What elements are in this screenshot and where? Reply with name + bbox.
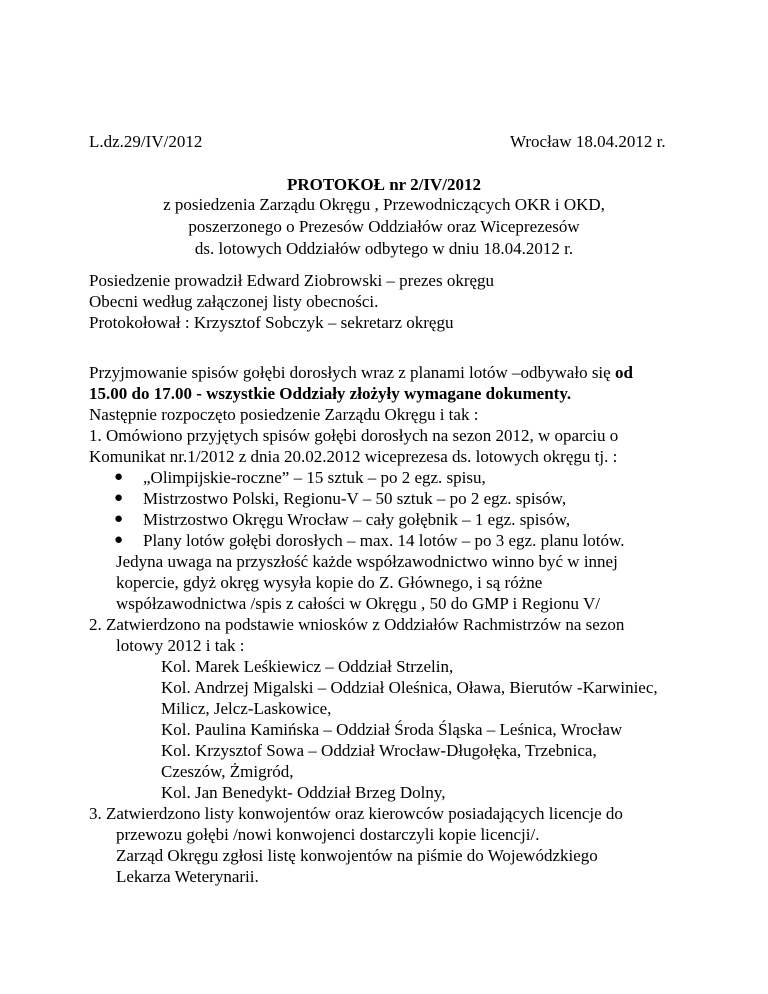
bullet-dot-icon: ● xyxy=(114,469,124,485)
subtitle-line-3: ds. lotowych Oddziałów odbytego w dniu 18.04.2012 r. xyxy=(194,239,574,258)
person-line-4: Kol. Paulina Kamińska – Oddział Środa Śląska – Leśnica, Wrocław xyxy=(161,720,623,739)
item-2-line-2: lotowy 2012 i tak : xyxy=(116,636,245,655)
item-1-line-2: Komunikat nr.1/2012 z dnia 20.02.2012 wiceprezesa ds. lotowych okręgu tj. : xyxy=(89,447,618,466)
place-and-date: Wrocław 18.04.2012 r. xyxy=(510,132,666,151)
person-line-7: Kol. Jan Benedykt- Oddział Brzeg Dolny, xyxy=(161,783,446,802)
item-3-line-1: 3. Zatwierdzono listy konwojentów oraz kierowców posiadających licencje do xyxy=(89,804,623,823)
bullet-item-2: Mistrzostwo Polski, Regionu-V – 50 sztuk – po 2 egz. spisów, xyxy=(143,489,567,508)
item-1-note-line-2: kopercie, gdyż okręg wysyła kopie do Z. Głównego, i są różne xyxy=(116,573,543,592)
item-3-line-2: przewozu gołębi /nowi konwojenci dostarczyli kopie licencji/. xyxy=(116,825,540,844)
item-3-line-4: Lekarza Weterynarii. xyxy=(116,867,259,886)
person-line-6: Czeszów, Żmigród, xyxy=(161,762,294,781)
person-line-1: Kol. Marek Leśkiewicz – Oddział Strzelin, xyxy=(161,657,454,676)
item-2-line-1: 2. Zatwierdzono na podstawie wniosków z Oddziałów Rachmistrzów na sezon xyxy=(89,615,625,634)
person-line-2: Kol. Andrzej Migalski – Oddział Oleśnica, Oława, Bierutów -Karwiniec, xyxy=(161,678,658,697)
intro-line-2: 15.00 do 17.00 - wszystkie Oddziały złożyły wymagane dokumenty. xyxy=(89,384,572,403)
reference-number: L.dz.29/IV/2012 xyxy=(89,132,203,151)
person-line-3: Milicz, Jelcz-Laskowice, xyxy=(161,699,332,718)
intro-line-1-text: Przyjmowanie spisów gołębi dorosłych wraz z planami lotów –odbywało się xyxy=(89,363,615,382)
intro-line-3: Następnie rozpoczęto posiedzenie Zarządu Okręgu i tak : xyxy=(89,405,479,424)
intro-line-1-bold: od xyxy=(614,363,633,382)
bullet-item-4: Plany lotów gołębi dorosłych – max. 14 lotów – po 3 egz. planu lotów. xyxy=(143,531,625,550)
attendance-line: Obecni według załączonej listy obecności. xyxy=(89,292,379,311)
chairman-line: Posiedzenie prowadził Edward Ziobrowski – prezes okręgu xyxy=(89,271,495,290)
subtitle-line-2: poszerzonego o Prezesów Oddziałów oraz Wiceprezesów xyxy=(188,217,580,236)
secretary-line: Protokołował : Krzysztof Sobczyk – sekretarz okręgu xyxy=(89,313,454,332)
bullet-item-3: Mistrzostwo Okręgu Wrocław – cały gołębnik – 1 egz. spisów, xyxy=(143,510,571,529)
person-line-5: Kol. Krzysztof Sowa – Oddział Wrocław-Długołęka, Trzebnica, xyxy=(161,741,597,760)
document-title: PROTOKOŁ nr 2/IV/2012 xyxy=(287,175,481,194)
item-1-note-line-1: Jedyna uwaga na przyszłość każde współzawodnictwo winno być w innej xyxy=(116,552,618,571)
bullet-dot-icon: ● xyxy=(114,490,124,506)
bullet-item-1: „Olimpijskie-roczne” – 15 sztuk – po 2 egz. spisu, xyxy=(143,468,486,487)
bullet-dot-icon: ● xyxy=(114,511,124,527)
bullet-dot-icon: ● xyxy=(114,532,124,548)
item-3-line-3: Zarząd Okręgu zgłosi listę konwojentów na piśmie do Wojewódzkiego xyxy=(116,846,598,865)
intro-line-1 xyxy=(89,362,633,383)
subtitle-line-1: z posiedzenia Zarządu Okręgu , Przewodniczących OKR i OKD, xyxy=(163,195,605,214)
item-1-line-1: 1. Omówiono przyjętych spisów gołębi dorosłych na sezon 2012, w oparciu o xyxy=(89,426,619,445)
item-1-note-line-3: współzawodnictwa /spis z całości w Okręgu , 50 do GMP i Regionu V/ xyxy=(116,594,600,613)
